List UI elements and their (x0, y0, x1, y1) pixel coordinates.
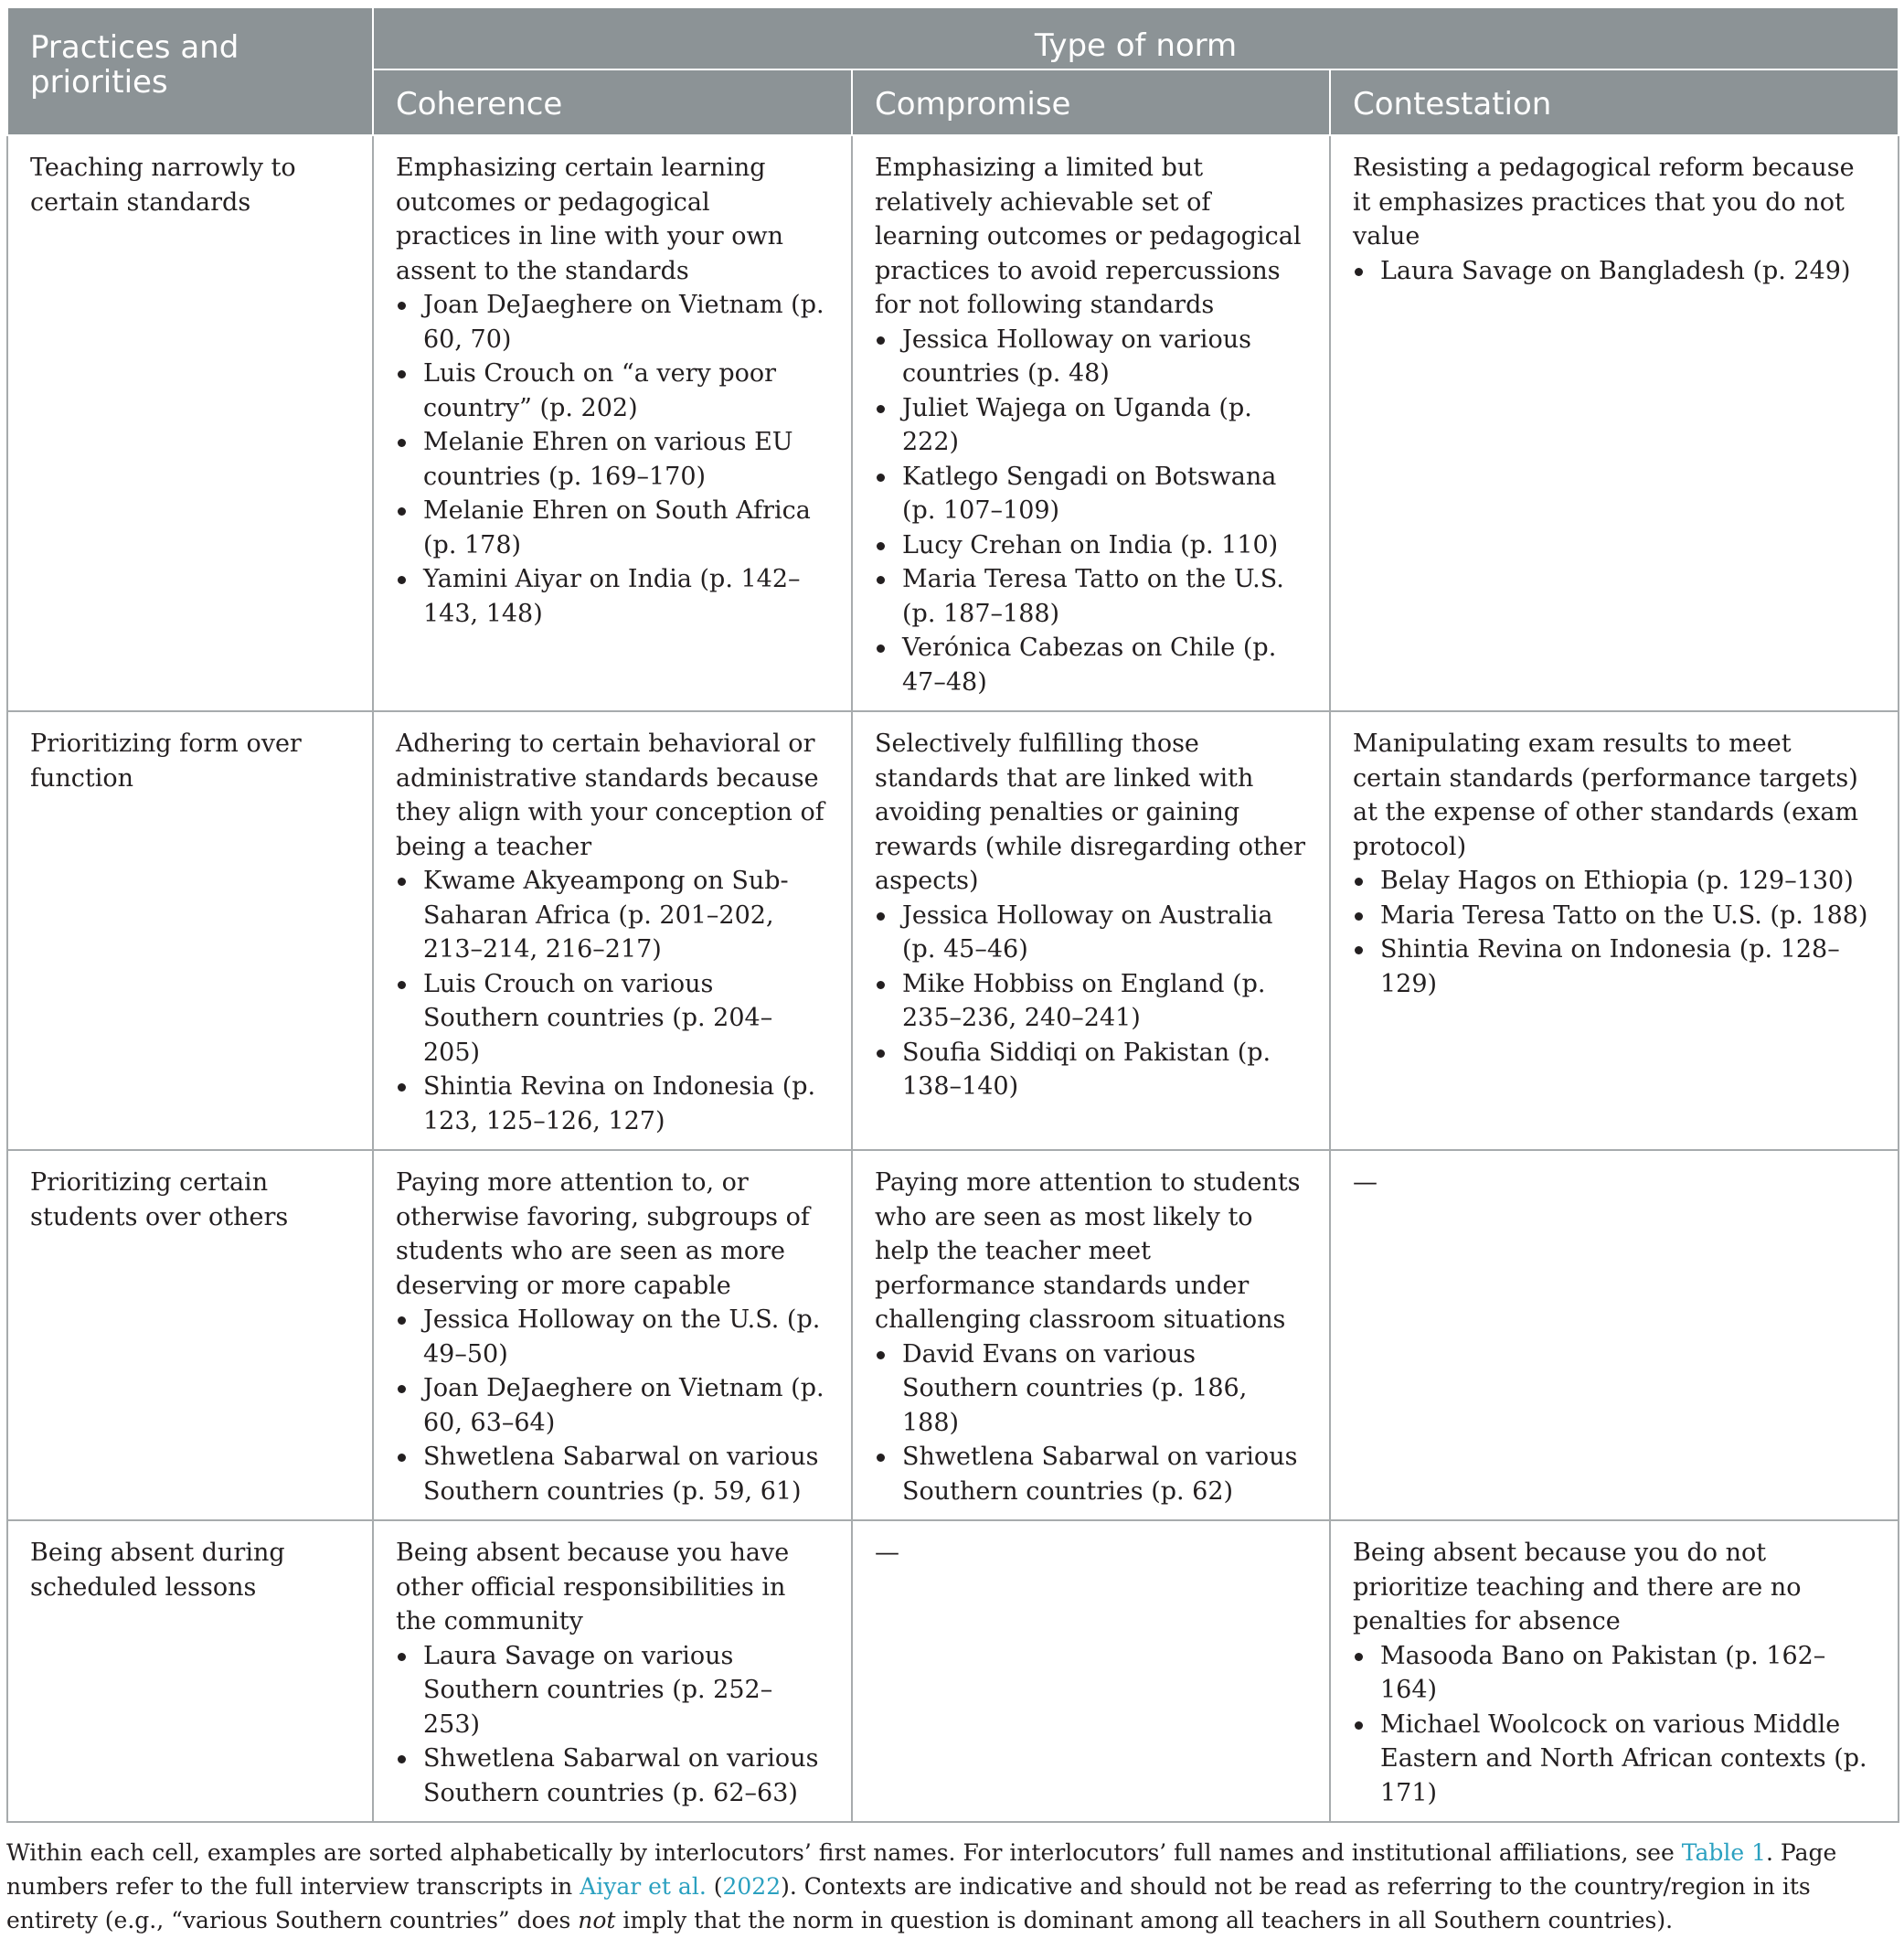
header-practices-and-priorities: Practices and priorities (7, 7, 373, 135)
example-item: Kwame Akyeampong on Sub-Saharan Africa (p. 201–202, 213–214, 216–217) (396, 864, 829, 967)
footnote-text: Within each cell, examples are sorted alphabetically by interlocutors’ first names. For interlocutors’ full names and institutional affiliations, see (6, 1839, 1682, 1866)
norm-description: Being absent because you do not prioritize teaching and there are no penalties for absence (1353, 1539, 1802, 1635)
example-item: Laura Savage on Bangladesh (p. 249) (1353, 254, 1876, 289)
table-row (7, 135, 1899, 711)
example-list (1353, 864, 1876, 1001)
example-item: Shintia Revina on Indonesia (p. 128–129) (1353, 932, 1876, 1001)
compromise-cell (852, 1150, 1330, 1520)
example-item: Mike Hobbiss on England (p. 235–236, 240–241) (875, 967, 1307, 1036)
practice-cell (7, 1520, 373, 1822)
practice-label: Teaching narrowly to certain standards (30, 154, 296, 217)
norm-description: Emphasizing a limited but relatively achievable set of learning outcomes or pedagogical practices to avoid repercussions for not following standards (875, 154, 1302, 319)
example-list (875, 1337, 1307, 1509)
example-list (1353, 254, 1876, 289)
example-item: Melanie Ehren on various EU countries (p. 169–170) (396, 425, 829, 494)
contestation-cell (1330, 711, 1899, 1150)
norm-description: Selectively fulfilling those standards that are linked with avoiding penalties or gaining rewards (while disregarding other aspects) (875, 730, 1306, 895)
example-item: Soufia Siddiqi on Pakistan (p. 138–140) (875, 1036, 1307, 1104)
example-item: Juliet Wajega on Uganda (p. 222) (875, 391, 1307, 460)
example-item: Verónica Cabezas on Chile (p. 47–48) (875, 631, 1307, 699)
example-item: Shwetlena Sabarwal on various Southern countries (p. 62–63) (396, 1742, 829, 1810)
example-item: Jessica Holloway on Australia (p. 45–46) (875, 899, 1307, 967)
example-item: Shwetlena Sabarwal on various Southern countries (p. 59, 61) (396, 1440, 829, 1508)
footnote-text: ). Contexts are indicative and should not be read as referring to the country/region in its entirety (e.g., “various Southern countries” does (6, 1873, 1811, 1933)
contestation-cell (1330, 135, 1899, 711)
example-list (396, 864, 829, 1138)
example-list (875, 899, 1307, 1104)
example-item: Joan DeJaeghere on Vietnam (p. 60, 70) (396, 288, 829, 357)
example-item: Jessica Holloway on the U.S. (p. 49–50) (396, 1303, 829, 1371)
norm-description: Being absent because you have other official responsibilities in the community (396, 1539, 790, 1635)
norm-types-table (6, 6, 1899, 1823)
norm-description: Paying more attention to students who are seen as most likely to help the teacher meet performance standards under challenging classroom situations (875, 1168, 1301, 1334)
table-row (7, 711, 1899, 1150)
norm-description: Adhering to certain behavioral or administrative standards because they align with your conception of being a teacher (396, 730, 824, 861)
compromise-cell (852, 711, 1330, 1150)
compromise-cell (852, 135, 1330, 711)
example-item: Michael Woolcock on various Middle Eastern and North African contexts (p. 171) (1353, 1708, 1876, 1811)
example-item: Joan DeJaeghere on Vietnam (p. 60, 63–64) (396, 1371, 829, 1440)
example-list (396, 1639, 829, 1811)
example-item: Luis Crouch on “a very poor country” (p. 202) (396, 357, 829, 425)
example-item: Maria Teresa Tatto on the U.S. (p. 187–188) (875, 562, 1307, 631)
contestation-cell (1330, 1150, 1899, 1520)
example-item: David Evans on various Southern countries (p. 186, 188) (875, 1337, 1307, 1441)
table-row (7, 1150, 1899, 1520)
practice-cell (7, 135, 373, 711)
compromise-cell (852, 1520, 1330, 1822)
example-item: Melanie Ehren on South Africa (p. 178) (396, 494, 829, 562)
practice-label: Prioritizing form over function (30, 730, 302, 793)
example-item: Jessica Holloway on various countries (p. 48) (875, 323, 1307, 391)
example-item: Shintia Revina on Indonesia (p. 123, 125–126, 127) (396, 1070, 829, 1138)
example-item: Luis Crouch on various Southern countries (p. 204–205) (396, 967, 829, 1071)
footnote-text: . Page numbers refer to the full interview transcripts in (6, 1839, 1837, 1900)
contestation-cell (1330, 1520, 1899, 1822)
example-list (396, 288, 829, 631)
practice-cell (7, 1150, 373, 1520)
footnote-text: imply that the norm in question is dominant among all teachers in all Southern countries). (615, 1907, 1674, 1933)
example-list (875, 323, 1307, 700)
coherence-cell (373, 1150, 852, 1520)
norm-description: Emphasizing certain learning outcomes or pedagogical practices in line with your own assent to the standards (396, 154, 783, 285)
example-item: Belay Hagos on Ethiopia (p. 129–130) (1353, 864, 1876, 899)
norm-description: Manipulating exam results to meet certain standards (performance targets) at the expense of other standards (exam protocol) (1353, 730, 1859, 861)
coherence-cell (373, 711, 852, 1150)
example-item: Laura Savage on various Southern countries (p. 252–253) (396, 1639, 829, 1742)
coherence-cell (373, 135, 852, 711)
example-item: Maria Teresa Tatto on the U.S. (p. 188) (1353, 899, 1876, 933)
example-list (396, 1303, 829, 1508)
link-table-1[interactable]: Table 1 (1681, 1839, 1767, 1866)
page (6, 6, 1898, 1960)
example-item: Masooda Bano on Pakistan (p. 162–164) (1353, 1639, 1876, 1708)
norm-description: Resisting a pedagogical reform because it emphasizes practices that you do not value (1353, 154, 1855, 250)
coherence-cell (373, 1520, 852, 1822)
example-item: Lucy Crehan on India (p. 110) (875, 528, 1307, 563)
practice-cell (7, 711, 373, 1150)
norm-description: Paying more attention to, or otherwise favoring, subgroups of students who are seen as more deserving or more capable (396, 1168, 810, 1300)
norm-description: — (1353, 1168, 1377, 1197)
example-item: Yamini Aiyar on India (p. 142–143, 148) (396, 562, 829, 631)
footnote-emphasis: not (578, 1907, 616, 1933)
header-type-of-norm: Type of norm (373, 7, 1899, 69)
practice-label: Being absent during scheduled lessons (30, 1539, 285, 1602)
practice-label: Prioritizing certain students over others (30, 1168, 289, 1231)
link-aiyar-et-al[interactable]: Aiyar et al. (580, 1873, 707, 1900)
table-footnote (6, 1836, 1898, 1937)
example-item: Shwetlena Sabarwal on various Southern countries (p. 62) (875, 1440, 1307, 1508)
table-row (7, 1520, 1899, 1822)
header-compromise: Compromise (852, 69, 1330, 135)
example-list (1353, 1639, 1876, 1811)
header-coherence: Coherence (373, 69, 852, 135)
table-body (7, 135, 1899, 1822)
footnote-text: ( (706, 1873, 723, 1900)
header-contestation: Contestation (1330, 69, 1899, 135)
norm-description: — (875, 1539, 899, 1567)
example-item: Katlego Sengadi on Botswana (p. 107–109) (875, 460, 1307, 528)
link-2022[interactable]: 2022 (722, 1873, 782, 1900)
